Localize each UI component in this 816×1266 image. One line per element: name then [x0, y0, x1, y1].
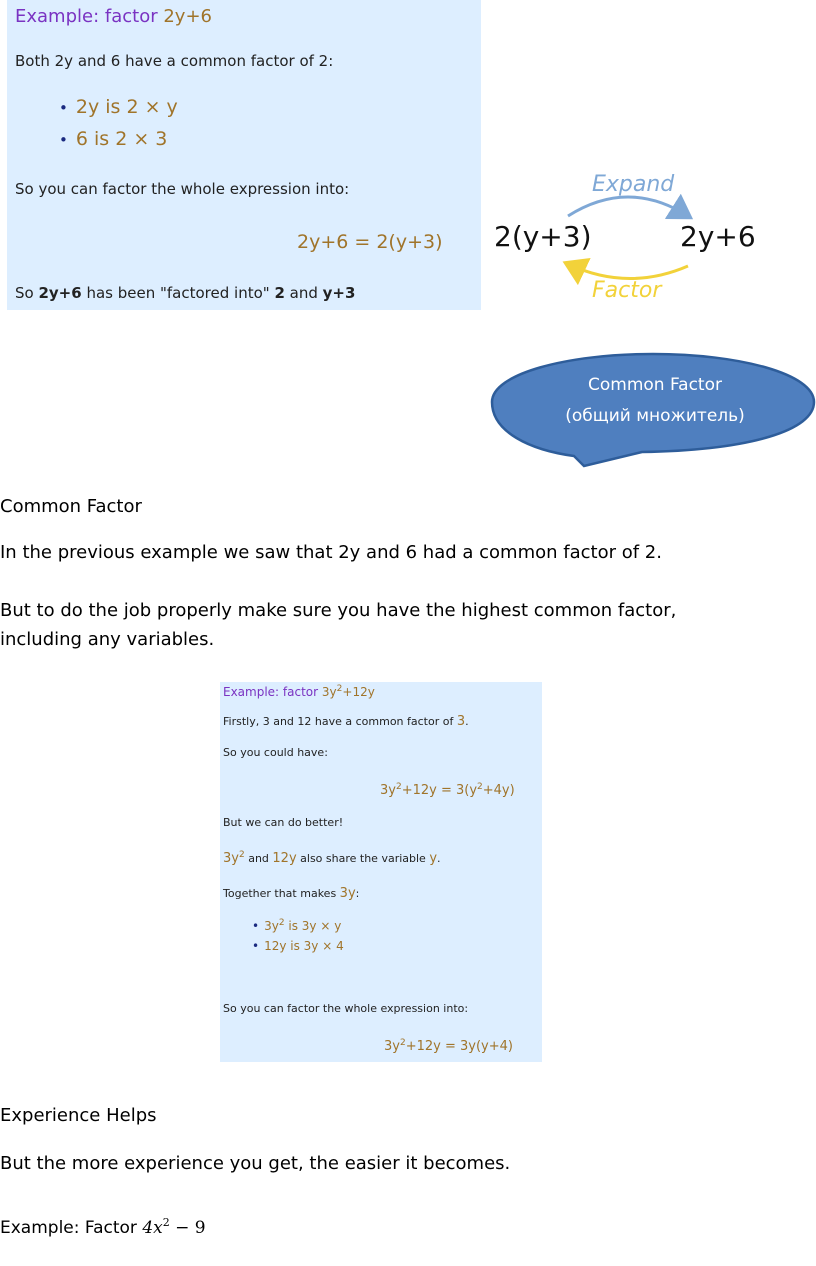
example-2-line-5: Together that makes 3y:: [223, 886, 360, 901]
example-2-title: Example: factor $3y^2+12y$: [223, 684, 375, 699]
factor-label: Factor: [592, 278, 662, 303]
example-1-conclusion: So 2y+6 has been "factored into" 2 and y+3: [15, 284, 356, 302]
example-2-line-4: $3y^2$ and 12y also share the variable y.: [223, 850, 441, 866]
example-2-bullet-2: • 12y is 3y × 4: [252, 939, 344, 953]
example-2-line-6: So you can factor the whole expression into:: [223, 1002, 469, 1015]
expand-label: Expand: [592, 172, 675, 197]
example-2-bullet-1: • $3y^2$ is 3y × y: [252, 918, 342, 933]
example-factor-line: Example: Factor $4x^2 - 9$: [0, 1216, 206, 1238]
speech-bubble-text: Common Factor (общий множитель): [565, 375, 745, 426]
example-1-line-2: So you can factor the whole expression into:: [15, 180, 350, 198]
expand-factor-diagram: [484, 168, 774, 308]
bullet-dot-icon: •: [252, 939, 260, 953]
example-1-bullet-2: • 6 is 2 × 3: [59, 128, 168, 150]
section-heading-common-factor: Common Factor: [0, 496, 142, 517]
example-1-equation: 2y+6 = 2(y+3): [297, 231, 443, 253]
example-2-equation-2: $3y^2+12y = 3y(y+4)$: [384, 1038, 513, 1054]
diagram-left-expression: 2(y+3): [494, 220, 592, 253]
paragraph-previous-example: In the previous example we saw that 2y and 6 had a common factor of 2.: [0, 542, 662, 563]
bullet-dot-icon: •: [252, 919, 260, 933]
expand-arrow: [568, 197, 688, 216]
example-1-title: Example: factor 2y+6: [15, 6, 212, 27]
example-2-line-3: But we can do better!: [223, 816, 344, 829]
example-1-line-1: Both 2y and 6 have a common factor of 2:: [15, 52, 334, 70]
example-2-line-1: Firstly, 3 and 12 have a common factor of 3.: [223, 714, 469, 729]
section-heading-experience-helps: Experience Helps: [0, 1105, 157, 1126]
paragraph-highest-common-factor-1: But to do the job properly make sure you have the highest common factor,: [0, 600, 677, 621]
example-box-2: [220, 682, 542, 1062]
paragraph-more-experience: But the more experience you get, the easier it becomes.: [0, 1153, 511, 1174]
diagram-right-expression: 2y+6: [680, 220, 756, 253]
example-1-bullet-1: • 2y is 2 × y: [59, 96, 178, 118]
bullet-dot-icon: •: [59, 99, 68, 117]
bullet-dot-icon: •: [59, 131, 68, 149]
example-2-line-2: So you could have:: [223, 746, 328, 759]
factor-arrow: [568, 264, 688, 279]
paragraph-highest-common-factor-2: including any variables.: [0, 629, 215, 650]
example-box-1: [7, 0, 481, 310]
example-2-equation-1: $3y^2+12y = 3(y^2+4y)$: [380, 782, 515, 798]
